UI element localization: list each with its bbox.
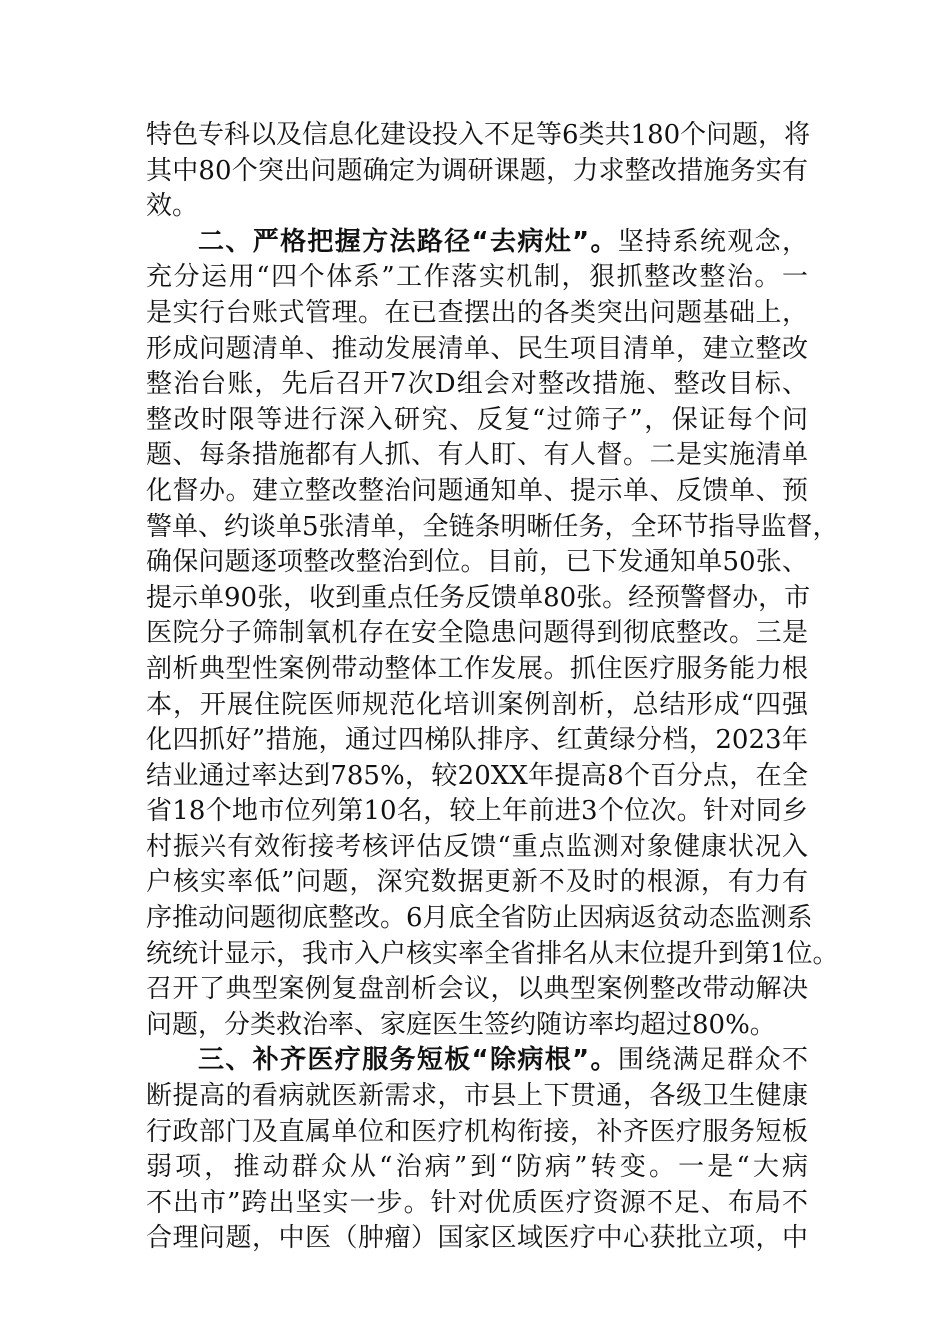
paragraph-2-line: 整改时限等进行深入研究、反复“过筛子”，保证每个问 bbox=[146, 404, 808, 435]
document-body bbox=[146, 118, 839, 1257]
paragraph-2-line: 化四抓好”措施，通过四梯队排序、红黄绿分档，2023年 bbox=[146, 725, 808, 756]
paragraph-1-line: 其中80个突出问题确定为调研课题，力求整改措施务实有 bbox=[146, 155, 808, 186]
paragraph-2-line: 本，开展住院医师规范化培训案例剖析，总结形成“四强 bbox=[146, 689, 808, 720]
paragraph-3-line: 弱项，推动群众从“治病”到“防病”转变。一是“大病 bbox=[146, 1152, 808, 1183]
paragraph-2-line: 村振兴有效衔接考核评估反馈“重点监测对象健康状况入 bbox=[146, 831, 808, 862]
paragraph-2-line: 问题，分类救治率、家庭医生签约随访率均超过80%。 bbox=[146, 1009, 776, 1040]
paragraph-2-line: 确保问题逐项整改整治到位。目前，已下发通知单50张、 bbox=[146, 547, 808, 578]
paragraph-2-line: 剖析典型性案例带动整体工作发展。抓住医疗服务能力根 bbox=[146, 653, 808, 684]
paragraph-2-line: 召开了典型案例复盘剖析会议，以典型案例整改带动解决 bbox=[146, 974, 808, 1005]
paragraph-3-line: 行政部门及直属单位和医疗机构衔接，补齐医疗服务短板 bbox=[146, 1116, 808, 1147]
paragraph-3-first-line-text: 围绕满足群众不 bbox=[617, 1045, 808, 1076]
paragraph-1-line: 效。 bbox=[146, 191, 199, 222]
paragraph-3-line: 断提高的看病就医新需求，市县上下贯通，各级卫生健康 bbox=[146, 1081, 808, 1112]
paragraph-2-line: 化督办。建立整改整治问题通知单、提示单、反馈单、预 bbox=[146, 475, 808, 506]
paragraph-2-line: 形成问题清单、推动发展清单、民生项目清单，建立整改 bbox=[146, 333, 808, 364]
paragraph-3-first-line bbox=[146, 1043, 808, 1079]
paragraph-2-line: 统统计显示，我市入户核实率全省排名从末位提升到第1位。 bbox=[146, 938, 839, 969]
paragraph-2-line: 户核实率低”问题，深究数据更新不及时的根源，有力有 bbox=[146, 867, 808, 898]
paragraph-2-line: 省18个地市位列第10名，较上年前进3个位次。针对同乡 bbox=[146, 796, 808, 827]
paragraph-2-line: 题、每条措施都有人抓、有人盯、有人督。二是实施清单 bbox=[146, 440, 808, 471]
paragraph-3-line: 合理问题，中医（肿瘤）国家区域医疗中心获批立项，中 bbox=[146, 1223, 808, 1254]
paragraph-2-line: 序推动问题彻底整改。6月底全省防止因病返贫动态监测系 bbox=[146, 903, 813, 934]
paragraph-2-first-line bbox=[146, 225, 808, 261]
section-heading-2: 二、严格把握方法路径“去病灶”。 bbox=[198, 226, 618, 257]
paragraph-3-line: 不出市”跨出坚实一步。针对优质医疗资源不足、布局不 bbox=[146, 1187, 808, 1218]
paragraph-2-line: 医院分子筛制氧机存在安全隐患问题得到彻底整改。三是 bbox=[146, 618, 808, 649]
paragraph-2-line: 警单、约谈单5张清单，全链条明晰任务，全环节指导监督， bbox=[146, 511, 839, 542]
paragraph-2-line: 是实行台账式管理。在已查摆出的各类突出问题基础上， bbox=[146, 297, 808, 328]
paragraph-1-line: 特色专科以及信息化建设投入不足等6类共180个问题，将 bbox=[146, 120, 811, 150]
section-heading-3: 三、补齐医疗服务短板“除病根”。 bbox=[198, 1045, 618, 1076]
paragraph-2-line: 整治台账，先后召开7次D组会对整改措施、整改目标、 bbox=[146, 369, 808, 400]
paragraph-2-line: 结业通过率达到785%，较20XX年提高8个百分点，在全 bbox=[146, 760, 808, 791]
paragraph-2-first-line-text: 坚持系统观念， bbox=[617, 226, 808, 257]
paragraph-2-line: 充分运用“四个体系”工作落实机制，狠抓整改整治。一 bbox=[146, 262, 808, 293]
paragraph-2-line: 提示单90张，收到重点任务反馈单80张。经预警督办，市 bbox=[146, 582, 811, 613]
